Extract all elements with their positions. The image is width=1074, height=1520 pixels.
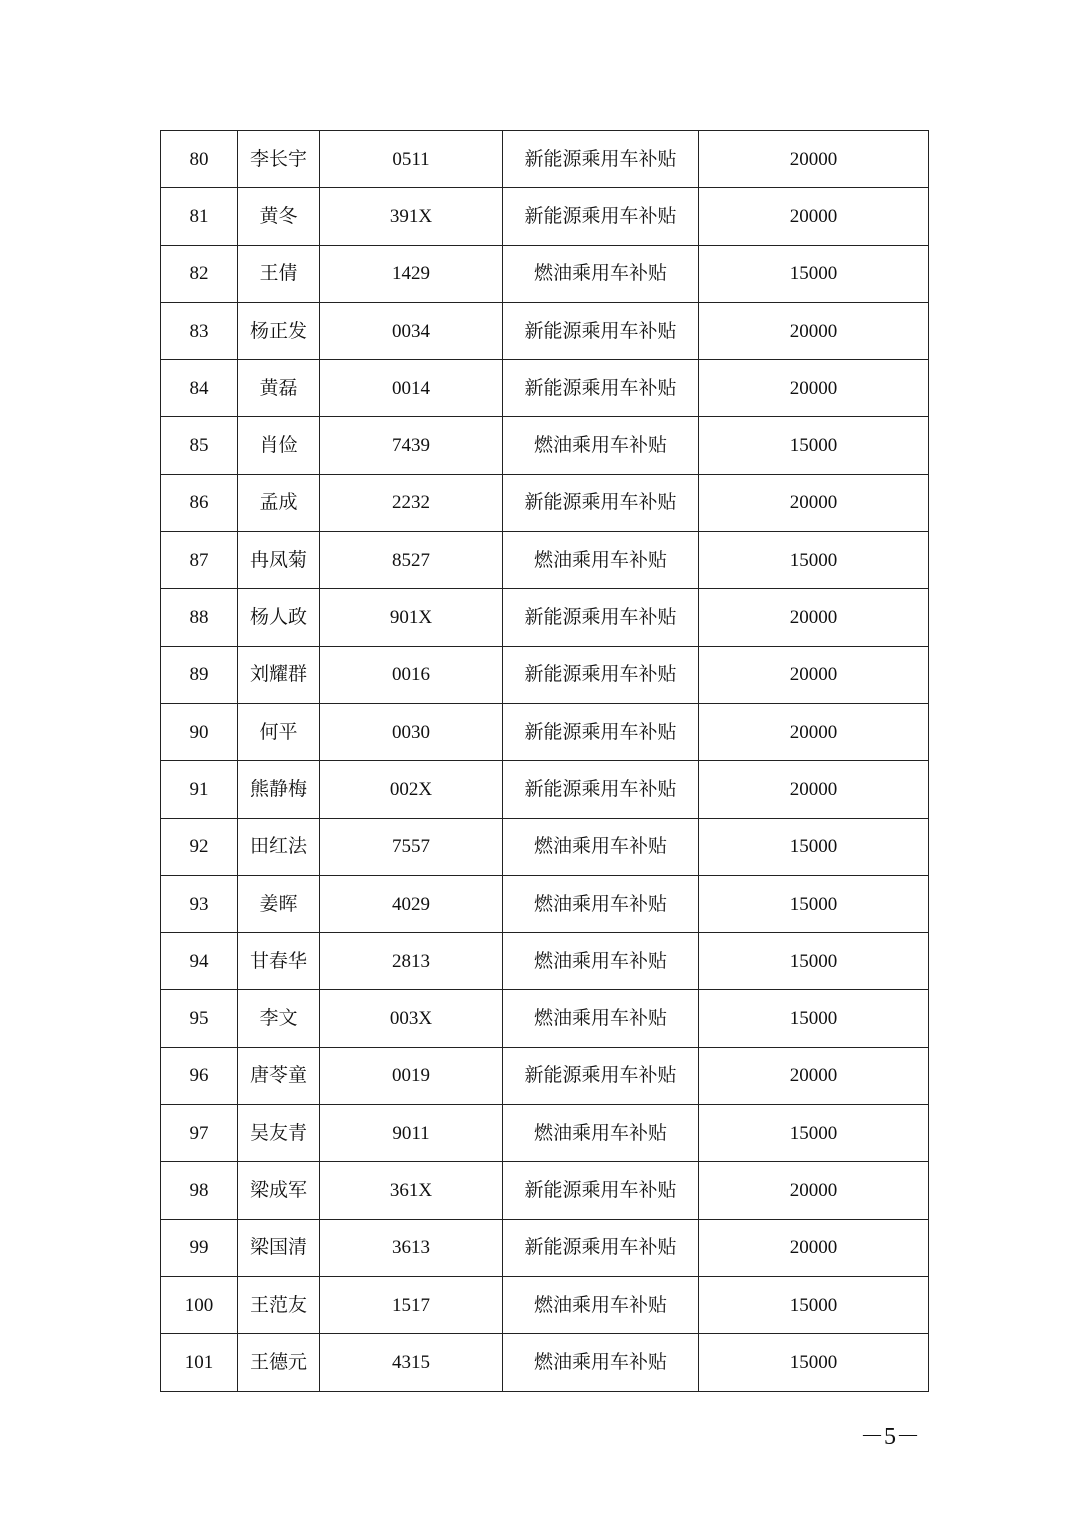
row-number-cell: 98 <box>161 1162 238 1219</box>
row-number-cell: 101 <box>161 1334 238 1391</box>
table-row <box>161 1334 929 1391</box>
amount-cell: 20000 <box>699 761 929 818</box>
id-suffix-cell: 7557 <box>320 818 503 875</box>
subsidy-type-cell: 燃油乘用车补贴 <box>503 1276 699 1333</box>
id-suffix-cell: 0014 <box>320 360 503 417</box>
name-cell: 李文 <box>238 990 320 1047</box>
subsidy-type-cell: 燃油乘用车补贴 <box>503 245 699 302</box>
amount-cell: 20000 <box>699 360 929 417</box>
table-row <box>161 990 929 1047</box>
name-cell: 王倩 <box>238 245 320 302</box>
subsidy-type-cell: 新能源乘用车补贴 <box>503 360 699 417</box>
id-suffix-cell: 003X <box>320 990 503 1047</box>
subsidy-type-cell: 燃油乘用车补贴 <box>503 875 699 932</box>
row-number-cell: 85 <box>161 417 238 474</box>
id-suffix-cell: 361X <box>320 1162 503 1219</box>
table-row <box>161 1162 929 1219</box>
subsidy-type-cell: 燃油乘用车补贴 <box>503 1105 699 1162</box>
name-cell: 何平 <box>238 703 320 760</box>
name-cell: 甘春华 <box>238 933 320 990</box>
table-row <box>161 875 929 932</box>
subsidy-type-cell: 新能源乘用车补贴 <box>503 646 699 703</box>
id-suffix-cell: 2232 <box>320 474 503 531</box>
subsidy-type-cell: 新能源乘用车补贴 <box>503 188 699 245</box>
subsidy-type-cell: 新能源乘用车补贴 <box>503 131 699 188</box>
table-row <box>161 417 929 474</box>
subsidy-type-cell: 新能源乘用车补贴 <box>503 589 699 646</box>
amount-cell: 20000 <box>699 1162 929 1219</box>
amount-cell: 20000 <box>699 474 929 531</box>
id-suffix-cell: 1429 <box>320 245 503 302</box>
row-number-cell: 95 <box>161 990 238 1047</box>
subsidy-type-cell: 新能源乘用车补贴 <box>503 474 699 531</box>
id-suffix-cell: 8527 <box>320 532 503 589</box>
name-cell: 李长宇 <box>238 131 320 188</box>
table-row <box>161 818 929 875</box>
name-cell: 杨人政 <box>238 589 320 646</box>
amount-cell: 20000 <box>699 302 929 359</box>
amount-cell: 15000 <box>699 532 929 589</box>
table-row <box>161 532 929 589</box>
amount-cell: 15000 <box>699 245 929 302</box>
name-cell: 王德元 <box>238 1334 320 1391</box>
amount-cell: 15000 <box>699 818 929 875</box>
row-number-cell: 100 <box>161 1276 238 1333</box>
table-row <box>161 1047 929 1104</box>
row-number-cell: 88 <box>161 589 238 646</box>
table-row <box>161 646 929 703</box>
name-cell: 梁成军 <box>238 1162 320 1219</box>
page-number: －5－ <box>860 1424 920 1450</box>
name-cell: 杨正发 <box>238 302 320 359</box>
table-row <box>161 131 929 188</box>
name-cell: 梁国清 <box>238 1219 320 1276</box>
id-suffix-cell: 4029 <box>320 875 503 932</box>
subsidy-type-cell: 新能源乘用车补贴 <box>503 1047 699 1104</box>
table-row <box>161 761 929 818</box>
row-number-cell: 94 <box>161 933 238 990</box>
amount-cell: 20000 <box>699 589 929 646</box>
amount-cell: 15000 <box>699 875 929 932</box>
row-number-cell: 96 <box>161 1047 238 1104</box>
subsidy-type-cell: 新能源乘用车补贴 <box>503 703 699 760</box>
row-number-cell: 83 <box>161 302 238 359</box>
table-row <box>161 360 929 417</box>
name-cell: 孟成 <box>238 474 320 531</box>
table-row <box>161 1105 929 1162</box>
amount-cell: 20000 <box>699 1219 929 1276</box>
id-suffix-cell: 0511 <box>320 131 503 188</box>
row-number-cell: 99 <box>161 1219 238 1276</box>
amount-cell: 15000 <box>699 990 929 1047</box>
name-cell: 肖俭 <box>238 417 320 474</box>
amount-cell: 20000 <box>699 703 929 760</box>
row-number-cell: 87 <box>161 532 238 589</box>
row-number-cell: 90 <box>161 703 238 760</box>
id-suffix-cell: 901X <box>320 589 503 646</box>
name-cell: 黄冬 <box>238 188 320 245</box>
table-row <box>161 703 929 760</box>
name-cell: 黄磊 <box>238 360 320 417</box>
table-row <box>161 188 929 245</box>
table-row <box>161 245 929 302</box>
name-cell: 王范友 <box>238 1276 320 1333</box>
id-suffix-cell: 1517 <box>320 1276 503 1333</box>
name-cell: 田红法 <box>238 818 320 875</box>
name-cell: 唐苓童 <box>238 1047 320 1104</box>
id-suffix-cell: 0019 <box>320 1047 503 1104</box>
subsidy-type-cell: 新能源乘用车补贴 <box>503 1219 699 1276</box>
table-row <box>161 1219 929 1276</box>
amount-cell: 20000 <box>699 188 929 245</box>
table-row <box>161 933 929 990</box>
id-suffix-cell: 002X <box>320 761 503 818</box>
subsidy-type-cell: 燃油乘用车补贴 <box>503 818 699 875</box>
subsidy-type-cell: 新能源乘用车补贴 <box>503 761 699 818</box>
row-number-cell: 80 <box>161 131 238 188</box>
subsidy-type-cell: 燃油乘用车补贴 <box>503 1334 699 1391</box>
id-suffix-cell: 0034 <box>320 302 503 359</box>
subsidy-type-cell: 燃油乘用车补贴 <box>503 933 699 990</box>
table-row <box>161 1276 929 1333</box>
name-cell: 吴友青 <box>238 1105 320 1162</box>
id-suffix-cell: 7439 <box>320 417 503 474</box>
row-number-cell: 84 <box>161 360 238 417</box>
row-number-cell: 91 <box>161 761 238 818</box>
table-row <box>161 302 929 359</box>
name-cell: 冉凤菊 <box>238 532 320 589</box>
id-suffix-cell: 391X <box>320 188 503 245</box>
name-cell: 熊静梅 <box>238 761 320 818</box>
amount-cell: 20000 <box>699 131 929 188</box>
row-number-cell: 81 <box>161 188 238 245</box>
subsidy-type-cell: 燃油乘用车补贴 <box>503 532 699 589</box>
name-cell: 姜晖 <box>238 875 320 932</box>
amount-cell: 15000 <box>699 1334 929 1391</box>
id-suffix-cell: 9011 <box>320 1105 503 1162</box>
amount-cell: 20000 <box>699 646 929 703</box>
row-number-cell: 92 <box>161 818 238 875</box>
row-number-cell: 97 <box>161 1105 238 1162</box>
amount-cell: 15000 <box>699 417 929 474</box>
id-suffix-cell: 0016 <box>320 646 503 703</box>
row-number-cell: 93 <box>161 875 238 932</box>
table-row <box>161 589 929 646</box>
subsidy-type-cell: 燃油乘用车补贴 <box>503 417 699 474</box>
row-number-cell: 86 <box>161 474 238 531</box>
row-number-cell: 82 <box>161 245 238 302</box>
subsidy-table <box>160 130 929 1392</box>
amount-cell: 15000 <box>699 1105 929 1162</box>
subsidy-type-cell: 新能源乘用车补贴 <box>503 302 699 359</box>
id-suffix-cell: 4315 <box>320 1334 503 1391</box>
name-cell: 刘耀群 <box>238 646 320 703</box>
id-suffix-cell: 3613 <box>320 1219 503 1276</box>
amount-cell: 15000 <box>699 1276 929 1333</box>
amount-cell: 15000 <box>699 933 929 990</box>
row-number-cell: 89 <box>161 646 238 703</box>
subsidy-type-cell: 新能源乘用车补贴 <box>503 1162 699 1219</box>
id-suffix-cell: 2813 <box>320 933 503 990</box>
table-row <box>161 474 929 531</box>
amount-cell: 20000 <box>699 1047 929 1104</box>
id-suffix-cell: 0030 <box>320 703 503 760</box>
subsidy-table-body <box>161 131 929 1392</box>
subsidy-type-cell: 燃油乘用车补贴 <box>503 990 699 1047</box>
